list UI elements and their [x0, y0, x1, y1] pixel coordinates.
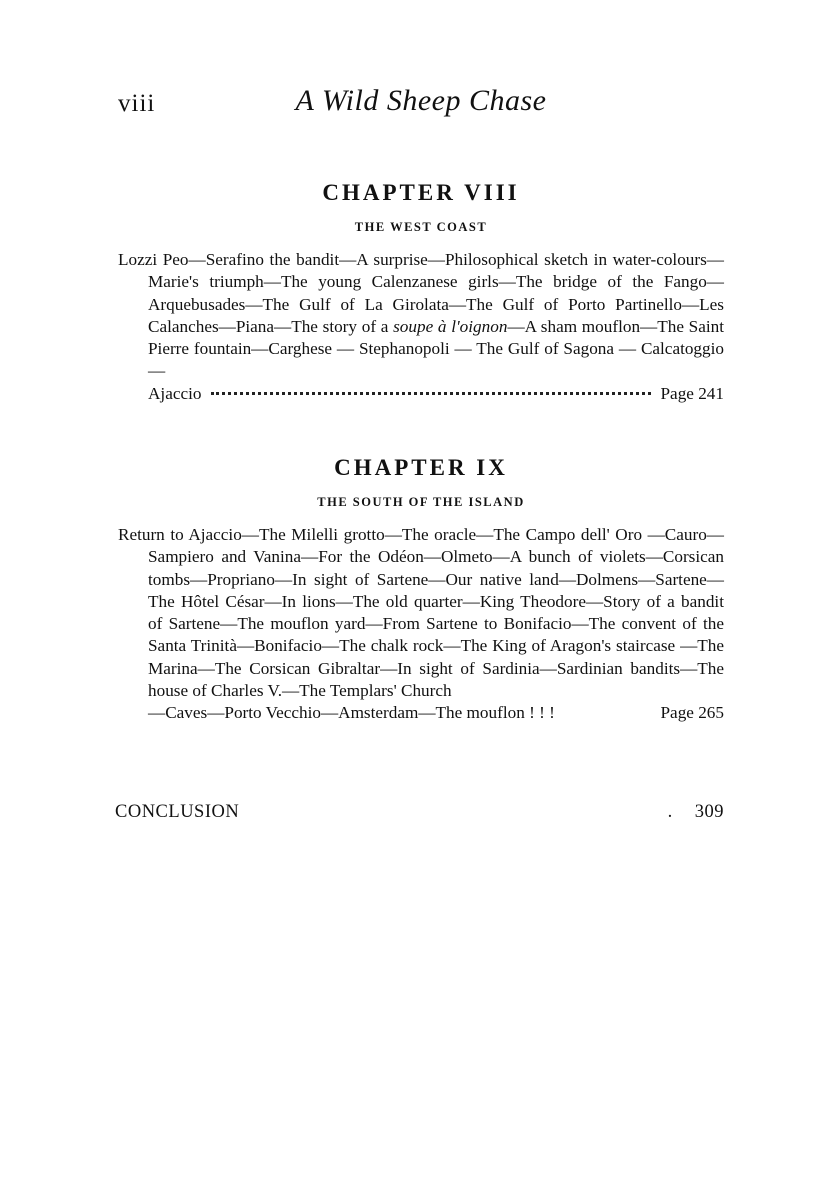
page-reference: Page 265 — [660, 703, 724, 723]
conclusion-entry — [115, 802, 724, 828]
chapter-summary: Return to Ajaccio—The Milelli grotto—The oracle—The Campo dell' Oro —Cauro—Sampiero and Vanina—For the Odéon—Olmeto—A bunch of violets—Corsican tombs—Propriano—In sight of Sartene—Our native land—Dolmens—Sartene—The Hôtel César—In lions—The old quarter—King Theodore—Story of a bandit of Sartene—The mouflon yard—From Sartene to Bonifacio—The convent of the Santa Trinità—Bonifacio—The chalk rock—The King of Aragon's staircase —The Marina—The Corsican Gibraltar—In sight of Sardinia—Sardinian bandits—The house of Charles V.—The Templars' Church — [118, 525, 724, 701]
dot-leader: . — [667, 802, 673, 822]
conclusion-page-number: 309 — [694, 802, 724, 822]
chapter-subtitle: THE WEST COAST — [354, 220, 488, 234]
page-number: viii — [118, 90, 156, 117]
summary-last-item: Ajaccio — [148, 383, 202, 403]
chapter-subtitle: THE SOUTH OF THE ISLAND — [317, 495, 525, 509]
summary-last-line — [118, 702, 724, 724]
running-head — [118, 84, 724, 128]
book-title: A Wild Sheep Chase — [295, 84, 547, 117]
conclusion-label: CONCLUSION — [115, 802, 240, 822]
summary-italic-text: soupe à l'oignon — [393, 316, 508, 336]
summary-text: Lozzi Peo—Serafino the bandit—A surprise—Philosophical sketch in water-colours—Marie's triumph—The young Calenzanese girls—The bridge of the Fango—Arquebusades—The Gulf of La Girolata—The Gulf of Porto Partinello—Les Calanches—Piana—The story of a — [118, 250, 724, 336]
chapter-heading: CHAPTER IX — [334, 455, 508, 480]
chapter-9-entry — [118, 455, 724, 725]
chapter-heading: CHAPTER VIII — [322, 180, 520, 205]
chapter-summary — [118, 249, 724, 383]
summary-last-line — [118, 383, 724, 405]
summary-last-text: —Caves—Porto Vecchio—Amsterdam—The mouflon ! ! ! — [148, 703, 555, 723]
summary-text-tail: —A sham mouflon—The Saint Pierre fountain—Carghese — Stephanopoli — The Gulf of Sagona — Calcatoggio — — [148, 316, 725, 381]
dot-leader — [211, 384, 650, 395]
chapter-8-entry — [118, 180, 724, 405]
page-reference: Page 241 — [660, 383, 724, 403]
